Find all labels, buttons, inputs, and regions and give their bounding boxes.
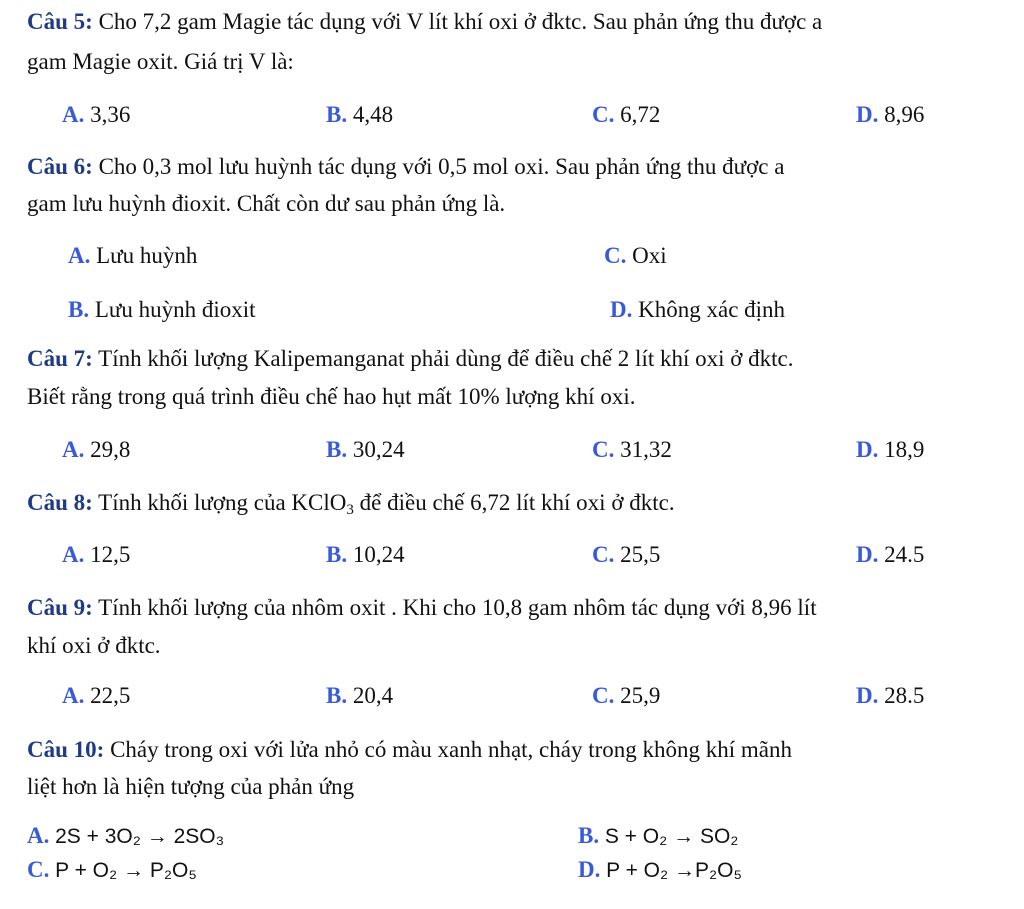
- question-10-option-d[interactable]: D. P + O₂ →P₂O₅: [578, 857, 742, 882]
- question-9-line-2: [27, 632, 161, 660]
- question-10-line-2: [27, 773, 354, 801]
- question-5-option-b[interactable]: B. 4,48: [326, 102, 394, 127]
- question-8-label: Câu 8: [27, 490, 86, 515]
- question-5-text-1: Cho 7,2 gam Magie tác dụng với V lít khí oxi ở đktc. Sau phản ứng thu được a: [98, 9, 823, 34]
- question-9-label: Câu 9: [27, 595, 86, 620]
- question-5-text-2: gam Magie oxit. Giá trị V là:: [27, 49, 294, 74]
- question-9-line-1: Câu 9: Tính khối lượng của nhôm oxit . Khi cho 10,8 gam nhôm tác dụng với 8,96 lít: [27, 595, 817, 620]
- question-5-line-1: Câu 5: Cho 7,2 gam Magie tác dụng với V lít khí oxi ở đktc. Sau phản ứng thu được a: [27, 9, 823, 34]
- question-10-option-c[interactable]: C. P + O₂ → P₂O₅: [27, 857, 197, 882]
- question-7-label: Câu 7: [27, 346, 86, 371]
- question-5-option-a[interactable]: A. 3,36: [62, 102, 131, 127]
- question-9-option-c[interactable]: C. 25,9: [592, 683, 661, 708]
- question-8-option-a[interactable]: A. 12,5: [62, 542, 131, 567]
- question-10-line-1: Câu 10: Cháy trong oxi với lửa nhỏ có màu xanh nhạt, cháy trong không khí mãnh: [27, 737, 793, 762]
- question-6-line-1: Câu 6: Cho 0,3 mol lưu huỳnh tác dụng với 0,5 mol oxi. Sau phản ứng thu được a: [27, 154, 785, 179]
- question-7-text-2: Biết rằng trong quá trình điều chế hao hụt mất 10% lượng khí oxi.: [27, 384, 636, 409]
- question-7-option-a[interactable]: A. 29,8: [62, 437, 131, 462]
- equation-a: 2S + 3O₂ → 2SO₃: [55, 825, 225, 848]
- question-5-option-c[interactable]: C. 6,72: [592, 102, 661, 127]
- question-10-label: Câu 10: [27, 737, 97, 762]
- question-8-text-pre: Tính khối lượng của KClO: [98, 490, 347, 515]
- question-7-option-b[interactable]: B. 30,24: [326, 437, 405, 462]
- question-10-text-2: liệt hơn là hiện tượng của phản ứng: [27, 774, 355, 799]
- question-6-text-2: gam lưu huỳnh đioxit. Chất còn dư sau phản ứng là.: [27, 191, 506, 216]
- question-5-option-d[interactable]: D. 8,96: [856, 102, 925, 127]
- question-9-option-d[interactable]: D. 28.5: [856, 683, 925, 708]
- question-7-text-1: Tính khối lượng Kalipemanganat phải dùng để điều chế 2 lít khí oxi ở đktc.: [98, 346, 794, 371]
- question-6-option-c[interactable]: C. Oxi: [604, 243, 667, 268]
- question-8-line-1: Câu 8: Tính khối lượng của KClO$_3$ để điều chế 6,72 lít khí oxi ở đktc.: [27, 490, 675, 518]
- equation-b: S + O₂ → SO₂: [604, 825, 739, 848]
- question-6-text-1: Cho 0,3 mol lưu huỳnh tác dụng với 0,5 mol oxi. Sau phản ứng thu được a: [98, 154, 785, 179]
- question-8-option-c[interactable]: C. 25,5: [592, 542, 661, 567]
- question-7-option-d[interactable]: D. 18,9: [856, 437, 925, 462]
- equation-d: P + O₂ →P₂O₅: [606, 859, 742, 882]
- question-6-label: Câu 6: [27, 154, 86, 179]
- question-7-option-c[interactable]: C. 31,32: [592, 437, 672, 462]
- question-9-text-1: Tính khối lượng của nhôm oxit . Khi cho 10,8 gam nhôm tác dụng với 8,96 lít: [98, 595, 817, 620]
- equation-c: P + O₂ → P₂O₅: [55, 859, 197, 882]
- question-8-option-b[interactable]: B. 10,24: [326, 542, 405, 567]
- question-8-text-post: để điều chế 6,72 lít khí oxi ở đktc.: [353, 490, 675, 515]
- question-10-option-b[interactable]: B. S + O₂ → SO₂: [578, 823, 739, 848]
- question-6-option-b[interactable]: B. Lưu huỳnh đioxit: [68, 297, 256, 322]
- question-9-option-a[interactable]: A. 22,5: [62, 683, 131, 708]
- question-8-subscript: 3: [346, 502, 354, 518]
- question-9-text-2: khí oxi ở đktc.: [27, 633, 161, 658]
- question-5-label: Câu 5: [27, 9, 86, 34]
- question-9-option-b[interactable]: B. 20,4: [326, 683, 394, 708]
- question-10-text-1: Cháy trong oxi với lửa nhỏ có màu xanh nhạt, cháy trong không khí mãnh: [110, 737, 793, 762]
- question-5-line-2: [27, 48, 294, 76]
- question-6-option-d[interactable]: D. Không xác định: [610, 297, 786, 322]
- question-6-option-a[interactable]: A. Lưu huỳnh: [68, 243, 198, 268]
- question-7-line-1: Câu 7: Tính khối lượng Kalipemanganat phải dùng để điều chế 2 lít khí oxi ở đktc.: [27, 346, 794, 371]
- question-6-line-2: [27, 190, 505, 218]
- question-10-option-a[interactable]: A. 2S + 3O₂ → 2SO₃: [27, 823, 225, 848]
- question-7-line-2: [27, 383, 635, 411]
- question-8-option-d[interactable]: D. 24.5: [856, 542, 925, 567]
